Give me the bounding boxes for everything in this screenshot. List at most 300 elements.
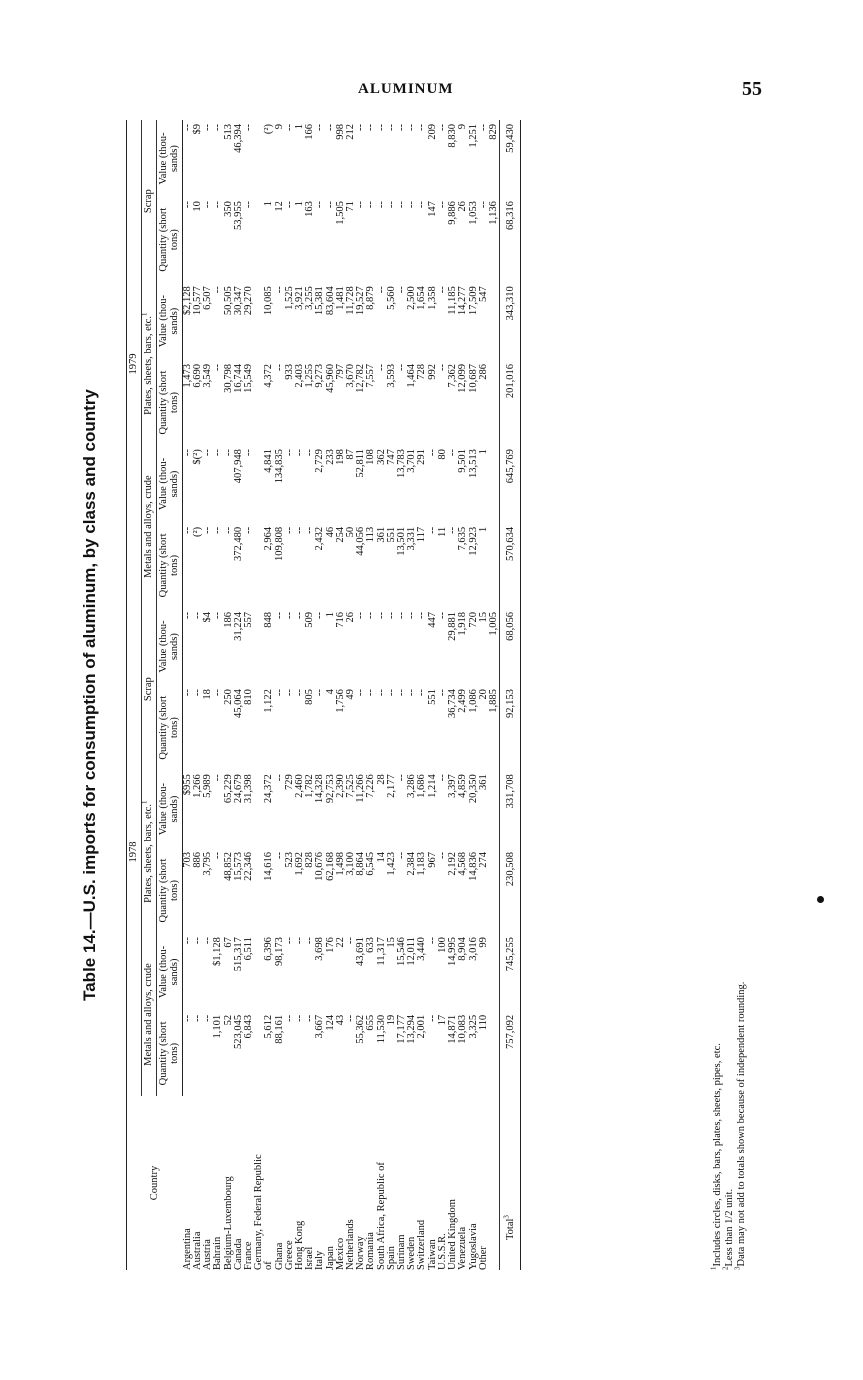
value-cell: -- [283, 124, 295, 131]
value-cell: -- [365, 612, 377, 620]
value-cell: 551 [426, 689, 438, 705]
value-cell: 9,273 [314, 363, 326, 388]
value-cell: 6,396 [263, 937, 275, 961]
value-cell: 805 [304, 689, 316, 705]
value-cell: -- [406, 689, 418, 697]
value-cell: -- [273, 286, 285, 294]
value-cell: 233 [324, 449, 336, 465]
value-cell: -- [355, 124, 367, 131]
value-cell: 43 [334, 1014, 346, 1026]
value-cell: 747 [385, 449, 397, 465]
total-row [500, 120, 521, 1270]
quantity-column-header: Quantity (short tons) [157, 523, 182, 608]
value-cell: -- [181, 612, 193, 620]
value-cell: 12,782 [355, 363, 367, 393]
country-cell: Austria [202, 1239, 214, 1270]
country-cell: Canada [232, 1238, 244, 1270]
value-cell: 15,573 [232, 851, 244, 881]
value-cell: -- [385, 612, 397, 620]
value-cell: 3,397 [447, 774, 459, 798]
value-cell: -- [304, 1014, 316, 1022]
group-header: Scrap [142, 608, 157, 770]
value-cell: -- [375, 201, 387, 209]
value-cell: -- [436, 851, 448, 859]
value-cell: 14,277 [457, 286, 469, 316]
value-cell: 6,690 [192, 363, 204, 388]
value-cell: 509 [304, 612, 316, 628]
value-cell: $2,128 [181, 286, 193, 316]
value-cell: 3,100 [345, 851, 357, 876]
value-cell: -- [192, 937, 204, 945]
value-cell: 3,795 [202, 851, 214, 876]
value-cell: -- [436, 124, 448, 131]
value-cell: 67 [222, 937, 234, 948]
value-cell: -- [416, 201, 428, 209]
value-cell: 2,460 [294, 774, 306, 798]
value-cell: 2,177 [385, 774, 397, 798]
value-cell: 163 [304, 201, 316, 217]
value-cell: 1,423 [385, 851, 397, 876]
value-cell [489, 770, 500, 848]
total-cell: 230,508 [500, 848, 521, 933]
value-cell: 13,783 [396, 449, 408, 479]
value-cell: -- [375, 612, 387, 620]
country-cell: Sweden [406, 1236, 418, 1270]
value-cell: -- [355, 689, 367, 697]
value-cell: 6,507 [202, 286, 214, 310]
value-cell: 361 [375, 526, 387, 543]
value-cell: 20,350 [467, 774, 479, 804]
value-cell: -- [365, 124, 377, 131]
value-cell: $9 [192, 124, 204, 135]
value-cell: -- [243, 124, 255, 131]
country-cell: Argentina [181, 1228, 193, 1270]
value-cell: 11,530 [375, 1014, 387, 1044]
value-cell: -- [406, 124, 418, 131]
value-cell: -- [283, 937, 295, 945]
value-cell: -- [294, 449, 306, 457]
total-cell: 343,310 [500, 282, 521, 360]
country-cell: Norway [355, 1236, 367, 1270]
value-cell: 3,701 [406, 449, 418, 473]
page-number: 55 [742, 78, 762, 100]
country-cell: Taiwan [426, 1239, 438, 1270]
value-cell: 7,635 [457, 526, 469, 551]
value-cell: -- [314, 124, 326, 131]
value-cell: 19 [385, 1014, 397, 1026]
value-cell: 110 [477, 1014, 489, 1031]
value-cell: 2,500 [406, 286, 418, 310]
total-cell: 570,634 [500, 523, 521, 608]
value-cell: -- [212, 449, 224, 457]
value-cell: 551 [385, 526, 397, 543]
value-cell: -- [385, 689, 397, 697]
value-cell: 166 [304, 124, 316, 140]
value-cell: 12,099 [457, 363, 469, 393]
stray-mark [817, 896, 824, 903]
value-cell: -- [181, 124, 193, 131]
value-cell: -- [202, 449, 214, 457]
country-cell: Bahrain [212, 1236, 224, 1270]
value-cell: -- [365, 689, 377, 697]
value-cell: 3,921 [294, 286, 306, 310]
year-header-1979: 1979 [127, 120, 142, 608]
value-cell: $1,128 [212, 937, 224, 966]
country-cell: Israel [304, 1246, 316, 1270]
value-cell: -- [294, 612, 306, 620]
value-cell: 1,101 [212, 1014, 224, 1039]
value-cell: 1,266 [192, 774, 204, 798]
total-cell: 68,316 [500, 197, 521, 282]
value-cell: 87 [345, 449, 357, 460]
value-cell: 848 [263, 612, 275, 628]
value-cell: 8,879 [365, 286, 377, 310]
total-cell: 92,153 [500, 685, 521, 770]
value-cell: 1,005 [487, 612, 499, 636]
value-cell: -- [324, 124, 336, 131]
value-cell: -- [273, 363, 285, 371]
value-cell: 12 [273, 201, 285, 212]
value-cell: 1,525 [283, 286, 295, 310]
value-cell: 147 [426, 201, 438, 217]
value-cell: -- [477, 124, 489, 131]
value-cell: -- [294, 526, 306, 534]
country-cell: Mexico [334, 1237, 346, 1270]
value-cell: 12,011 [406, 937, 418, 966]
value-cell [489, 282, 500, 360]
value-cell: 1,183 [416, 851, 428, 876]
value-cell: -- [477, 201, 489, 209]
value-cell: 7,557 [365, 363, 377, 388]
value-cell: -- [202, 526, 214, 534]
value-cell: 17 [436, 1014, 448, 1026]
value-cell: -- [396, 774, 408, 782]
value-cell: -- [294, 689, 306, 697]
value-cell: 254 [334, 526, 346, 543]
country-cell: Belgium-Luxembourg [222, 1176, 234, 1270]
imports-table [126, 120, 521, 1270]
value-cell: (²) [192, 526, 204, 537]
value-cell [489, 933, 500, 1011]
value-cell: -- [273, 774, 285, 782]
value-cell: -- [181, 1014, 193, 1022]
value-cell: 124 [324, 1014, 336, 1031]
value-cell: 212 [345, 124, 357, 140]
total-cell: 745,255 [500, 933, 521, 1011]
value-cell: 513 [222, 124, 234, 140]
value-cell: -- [212, 286, 224, 294]
value-cell: 829 [487, 124, 499, 140]
value-cell: 523 [283, 851, 295, 868]
value-cell: 209 [426, 124, 438, 140]
table-title: Table 14.—U.S. imports for consumption of aluminum, by class and country [80, 389, 99, 1001]
value-cell: 1,756 [334, 689, 346, 713]
value-cell: 797 [334, 363, 346, 380]
value-cell: -- [396, 612, 408, 620]
value-cell: -- [436, 612, 448, 620]
country-cell: Switzerland [416, 1219, 428, 1270]
value-cell: -- [283, 449, 295, 457]
group-header: Plates, sheets, bars, etc.$^1$ [142, 282, 157, 445]
value-cell: 13,513 [467, 449, 479, 479]
value-cell: -- [396, 201, 408, 209]
value-cell: 13,294 [406, 1014, 418, 1044]
value-cell: 361 [477, 774, 489, 790]
value-cell: 109,808 [273, 526, 285, 561]
value-cell: 2,192 [447, 851, 459, 876]
value-cell: 15,546 [396, 937, 408, 966]
value-cell: 1 [324, 612, 336, 618]
value-cell: 198 [334, 449, 346, 465]
value-cell: 8,904 [457, 937, 469, 961]
value-cell: -- [324, 201, 336, 209]
value-cell: -- [294, 1014, 306, 1022]
value-cell: -- [222, 449, 234, 457]
value-cell: 31,224 [232, 612, 244, 641]
value-cell: 250 [222, 689, 234, 705]
value-cell: -- [426, 526, 438, 534]
footnote: $^3$Data may not add to totals shown because of independent rounding. [733, 981, 747, 1270]
value-cell: 1,918 [457, 612, 469, 636]
total-label: Total$^3$ [500, 1096, 521, 1270]
value-cell: -- [375, 124, 387, 131]
value-cell: 98,173 [273, 937, 285, 966]
value-cell: 2,001 [416, 1014, 428, 1039]
value-cell: 291 [416, 449, 428, 465]
value-cell: (²) [263, 124, 275, 135]
value-cell: -- [202, 1014, 214, 1022]
value-cell: 1,086 [467, 689, 479, 713]
value-cell: 998 [334, 124, 346, 140]
value-cell: 19,527 [355, 286, 367, 316]
value-cell: 407,948 [232, 449, 244, 484]
value-cell: 30,798 [222, 363, 234, 393]
country-cell: Ghana [273, 1242, 285, 1270]
value-cell: 29,270 [243, 286, 255, 316]
value-cell: 22,346 [243, 851, 255, 881]
footnote: $^1$Includes circles, disks, bars, plates, sheets, pipes, etc. [709, 1043, 723, 1270]
value-cell: -- [406, 612, 418, 620]
value-cell: 14,995 [447, 937, 459, 966]
value-cell: 4,841 [263, 449, 275, 473]
value-cell: 274 [477, 851, 489, 868]
value-cell: 2,432 [314, 526, 326, 551]
quantity-column-header: Quantity (short tons) [157, 848, 182, 933]
value-cell: 14,616 [263, 851, 275, 881]
value-cell: -- [243, 201, 255, 209]
value-cell: 3,549 [202, 363, 214, 388]
value-cell: 933 [283, 363, 295, 380]
value-cell: 100 [436, 937, 448, 953]
value-cell: -- [396, 689, 408, 697]
value-cell: 26 [457, 201, 469, 212]
value-cell: 4,859 [457, 774, 469, 798]
value-cell: 1,053 [467, 201, 479, 225]
value-cell: -- [345, 937, 357, 945]
value-cell: $(²) [192, 449, 204, 465]
country-cell: Yugoslavia [467, 1223, 479, 1270]
value-cell: 7,362 [447, 363, 459, 388]
value-cell: -- [192, 1014, 204, 1022]
value-cell: -- [202, 201, 214, 209]
value-cell: -- [375, 286, 387, 294]
value-cell: 1,464 [406, 363, 418, 388]
value-cell: -- [202, 937, 214, 945]
value-cell: -- [212, 526, 224, 534]
value-cell: 3,593 [385, 363, 397, 388]
country-cell: France [243, 1241, 255, 1270]
value-cell: 1 [294, 124, 306, 130]
value-cell: 828 [304, 851, 316, 868]
value-cell: -- [273, 612, 285, 620]
value-cell: -- [426, 449, 438, 457]
value-cell: 1,136 [487, 201, 499, 225]
value-cell: -- [396, 851, 408, 859]
country-cell: Australia [192, 1231, 204, 1270]
value-cell: 10,676 [314, 851, 326, 881]
value-cell: 10,083 [457, 1014, 469, 1044]
value-cell: -- [426, 1014, 438, 1022]
country-cell: of [263, 1261, 275, 1270]
country-cell: United Kingdom [447, 1199, 459, 1270]
value-cell: -- [385, 124, 397, 131]
value-cell: 24,679 [232, 774, 244, 804]
value-cell: -- [314, 612, 326, 620]
value-cell: -- [385, 201, 397, 209]
country-header: Country [148, 1165, 160, 1201]
value-cell: -- [314, 201, 326, 209]
value-cell: 1 [263, 201, 275, 207]
value-cell: 176 [324, 937, 336, 953]
value-cell: 633 [365, 937, 377, 953]
value-cell: 4,372 [263, 363, 275, 388]
value-cell: 2,403 [294, 363, 306, 388]
value-cell: 2,964 [263, 526, 275, 551]
value-cell: 88,161 [273, 1014, 285, 1044]
total-cell: 757,092 [500, 1011, 521, 1096]
country-cell: Greece [283, 1240, 295, 1270]
value-cell: 1,885 [487, 689, 499, 713]
value-cell: 6,843 [243, 1014, 255, 1039]
value-cell: -- [192, 612, 204, 620]
value-cell: 31,398 [243, 774, 255, 804]
value-cell: 186 [222, 612, 234, 628]
value-cell: -- [273, 689, 285, 697]
value-cell: 992 [426, 363, 438, 380]
quantity-column-header: Quantity (short tons) [157, 1011, 182, 1096]
value-cell: -- [304, 449, 316, 457]
value-cell: 1,498 [334, 851, 346, 876]
value-cell: 1 [294, 201, 306, 207]
value-cell: 5,612 [263, 1014, 275, 1039]
value-cell: -- [396, 286, 408, 294]
quantity-column-header: Quantity (short tons) [157, 197, 182, 282]
value-cell: 3,255 [304, 286, 316, 310]
country-cell: Japan [324, 1246, 336, 1270]
value-cell: 46 [324, 526, 336, 538]
value-cell: 80 [436, 449, 448, 460]
value-cell: 11,317 [375, 937, 387, 966]
value-cell: 20 [477, 689, 489, 700]
value-cell: 45,064 [232, 689, 244, 718]
value-cell: 4 [324, 689, 336, 695]
value-cell: 729 [283, 774, 295, 790]
value-cell: 362 [375, 449, 387, 465]
value-cell: 1 [477, 449, 489, 455]
value-cell: 8,864 [355, 851, 367, 876]
value-cell: -- [396, 363, 408, 371]
value-cell: 810 [243, 689, 255, 705]
value-cell: 3,331 [406, 526, 418, 551]
value-cell [489, 360, 500, 445]
value-cell: -- [181, 526, 193, 534]
value-cell: 6,511 [243, 937, 255, 961]
quantity-column-header: Quantity (short tons) [157, 360, 182, 445]
value-column-header: Value (thou-sands) [157, 120, 182, 197]
value-cell: -- [314, 689, 326, 697]
value-cell: -- [365, 201, 377, 209]
group-header: Metals and alloys, crude [142, 933, 157, 1096]
value-cell: 1,481 [334, 286, 346, 310]
year-header-1978: 1978 [127, 608, 142, 1096]
value-cell: -- [212, 124, 224, 131]
value-cell: $955 [181, 774, 193, 796]
total-cell: 68,056 [500, 608, 521, 685]
value-cell: 16,744 [232, 363, 244, 393]
value-cell: -- [304, 526, 316, 534]
group-header: Scrap [142, 120, 157, 282]
value-cell: 703 [181, 851, 193, 868]
value-cell: 2,499 [457, 689, 469, 713]
value-cell: 55,362 [355, 1014, 367, 1044]
value-cell: -- [222, 526, 234, 534]
value-cell: 43,691 [355, 937, 367, 966]
value-cell: 108 [365, 449, 377, 465]
value-cell: 10,577 [192, 286, 204, 316]
value-cell: 13,501 [396, 526, 408, 556]
value-cell: 28 [375, 774, 387, 785]
country-cell: U.S.S.R. [436, 1233, 448, 1270]
value-cell: 14 [375, 851, 387, 863]
value-cell: 5,560 [385, 286, 397, 310]
value-column-header: Value (thou-sands) [157, 933, 182, 1011]
value-cell: 1,692 [294, 851, 306, 876]
table-row [458, 120, 468, 1270]
value-cell: 557 [243, 612, 255, 628]
value-cell: 14,871 [447, 1014, 459, 1044]
value-cell [489, 445, 500, 523]
group-header: Plates, sheets, bars, etc.$^1$ [142, 770, 157, 933]
value-cell: 15 [385, 937, 397, 948]
value-cell: 1,214 [426, 774, 438, 798]
value-cell: 655 [365, 1014, 377, 1031]
value-cell: 1,686 [416, 774, 428, 798]
value-cell: 17,177 [396, 1014, 408, 1044]
value-cell: 15,381 [314, 286, 326, 316]
value-cell: -- [243, 526, 255, 534]
value-cell: -- [243, 449, 255, 457]
value-cell: 11,266 [355, 774, 367, 803]
value-cell: 3,016 [467, 937, 479, 961]
country-cell: Venezuela [457, 1226, 469, 1270]
value-cell [489, 848, 500, 933]
value-cell: 11 [436, 526, 448, 537]
value-cell: -- [283, 1014, 295, 1022]
footnotes [709, 981, 748, 1270]
country-cell: Spain [385, 1246, 397, 1270]
value-cell: 2,729 [314, 449, 326, 473]
country-cell: South Africa, Republic of [375, 1162, 387, 1270]
